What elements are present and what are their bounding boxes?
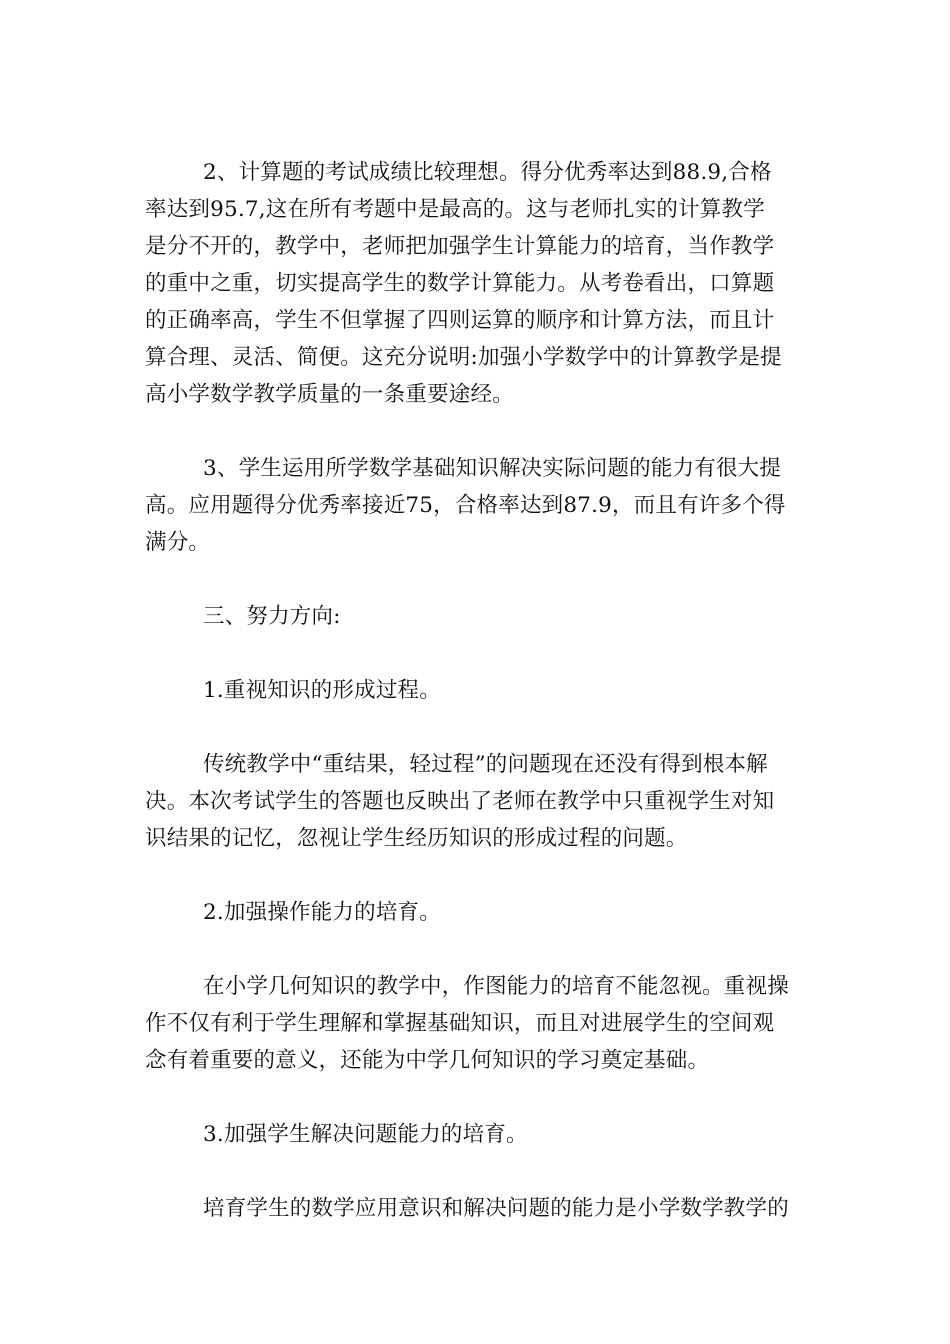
paragraph-problem-line-1: 培育学生的数学应用意识和解决问题的能力是小学数学教学的 xyxy=(203,1196,789,1221)
paragraph-process-line-3: 识结果的记忆，忽视让学生经历知识的形成过程的问题。 xyxy=(145,826,688,851)
paragraph-apply-line-2: 高。应用题得分优秀率接近75，合格率达到87.9，而且有许多个得 xyxy=(145,493,786,518)
paragraph-calc-line-1: 2、计算题的考试成绩比较理想。得分优秀率达到88.9,合格 xyxy=(203,160,772,185)
paragraph-process-line-2: 决。本次考试学生的答题也反映出了老师在教学中只重视学生对知 xyxy=(145,789,775,814)
paragraph-calc-line-4: 的重中之重，切实提高学生的数学计算能力。从考卷看出，口算题 xyxy=(145,271,775,296)
subheading-3: 3.加强学生解决问题能力的培育。 xyxy=(203,1122,528,1147)
paragraph-operate-line-1: 在小学几何知识的教学中，作图能力的培育不能忽视。重视操 xyxy=(203,974,789,999)
paragraph-apply-line-1: 3、学生运用所学数学基础知识解决实际问题的能力有很大提 xyxy=(203,456,782,481)
paragraph-operate-line-3: 念有着重要的意义，还能为中学几何知识的学习奠定基础。 xyxy=(145,1048,710,1073)
section-heading: 三、努力方向: xyxy=(203,604,341,629)
paragraph-calc-line-2: 率达到95.7,这在所有考题中是最高的。这与老师扎实的计算教学 xyxy=(145,197,765,222)
paragraph-calc-line-6: 算合理、灵活、简便。这充分说明:加强小学数学中的计算教学是提 xyxy=(145,345,782,370)
paragraph-operate-line-2: 作不仅有利于学生理解和掌握基础知识，而且对进展学生的空间观 xyxy=(145,1011,775,1036)
subheading-1: 1.重视知识的形成过程。 xyxy=(203,678,441,703)
paragraph-calc-line-3: 是分不开的，教学中，老师把加强学生计算能力的培育，当作教学 xyxy=(145,234,775,259)
paragraph-calc-line-7: 高小学数学教学质量的一条重要途经。 xyxy=(145,382,514,407)
paragraph-process-line-1: 传统教学中“重结果，轻过程”的问题现在还没有得到根本解 xyxy=(203,752,768,777)
paragraph-calc-line-5: 的正确率高，学生不但掌握了四则运算的顺序和计算方法，而且计 xyxy=(145,308,775,333)
subheading-2: 2.加强操作能力的培育。 xyxy=(203,900,441,925)
paragraph-apply-line-3: 满分。 xyxy=(145,530,211,555)
